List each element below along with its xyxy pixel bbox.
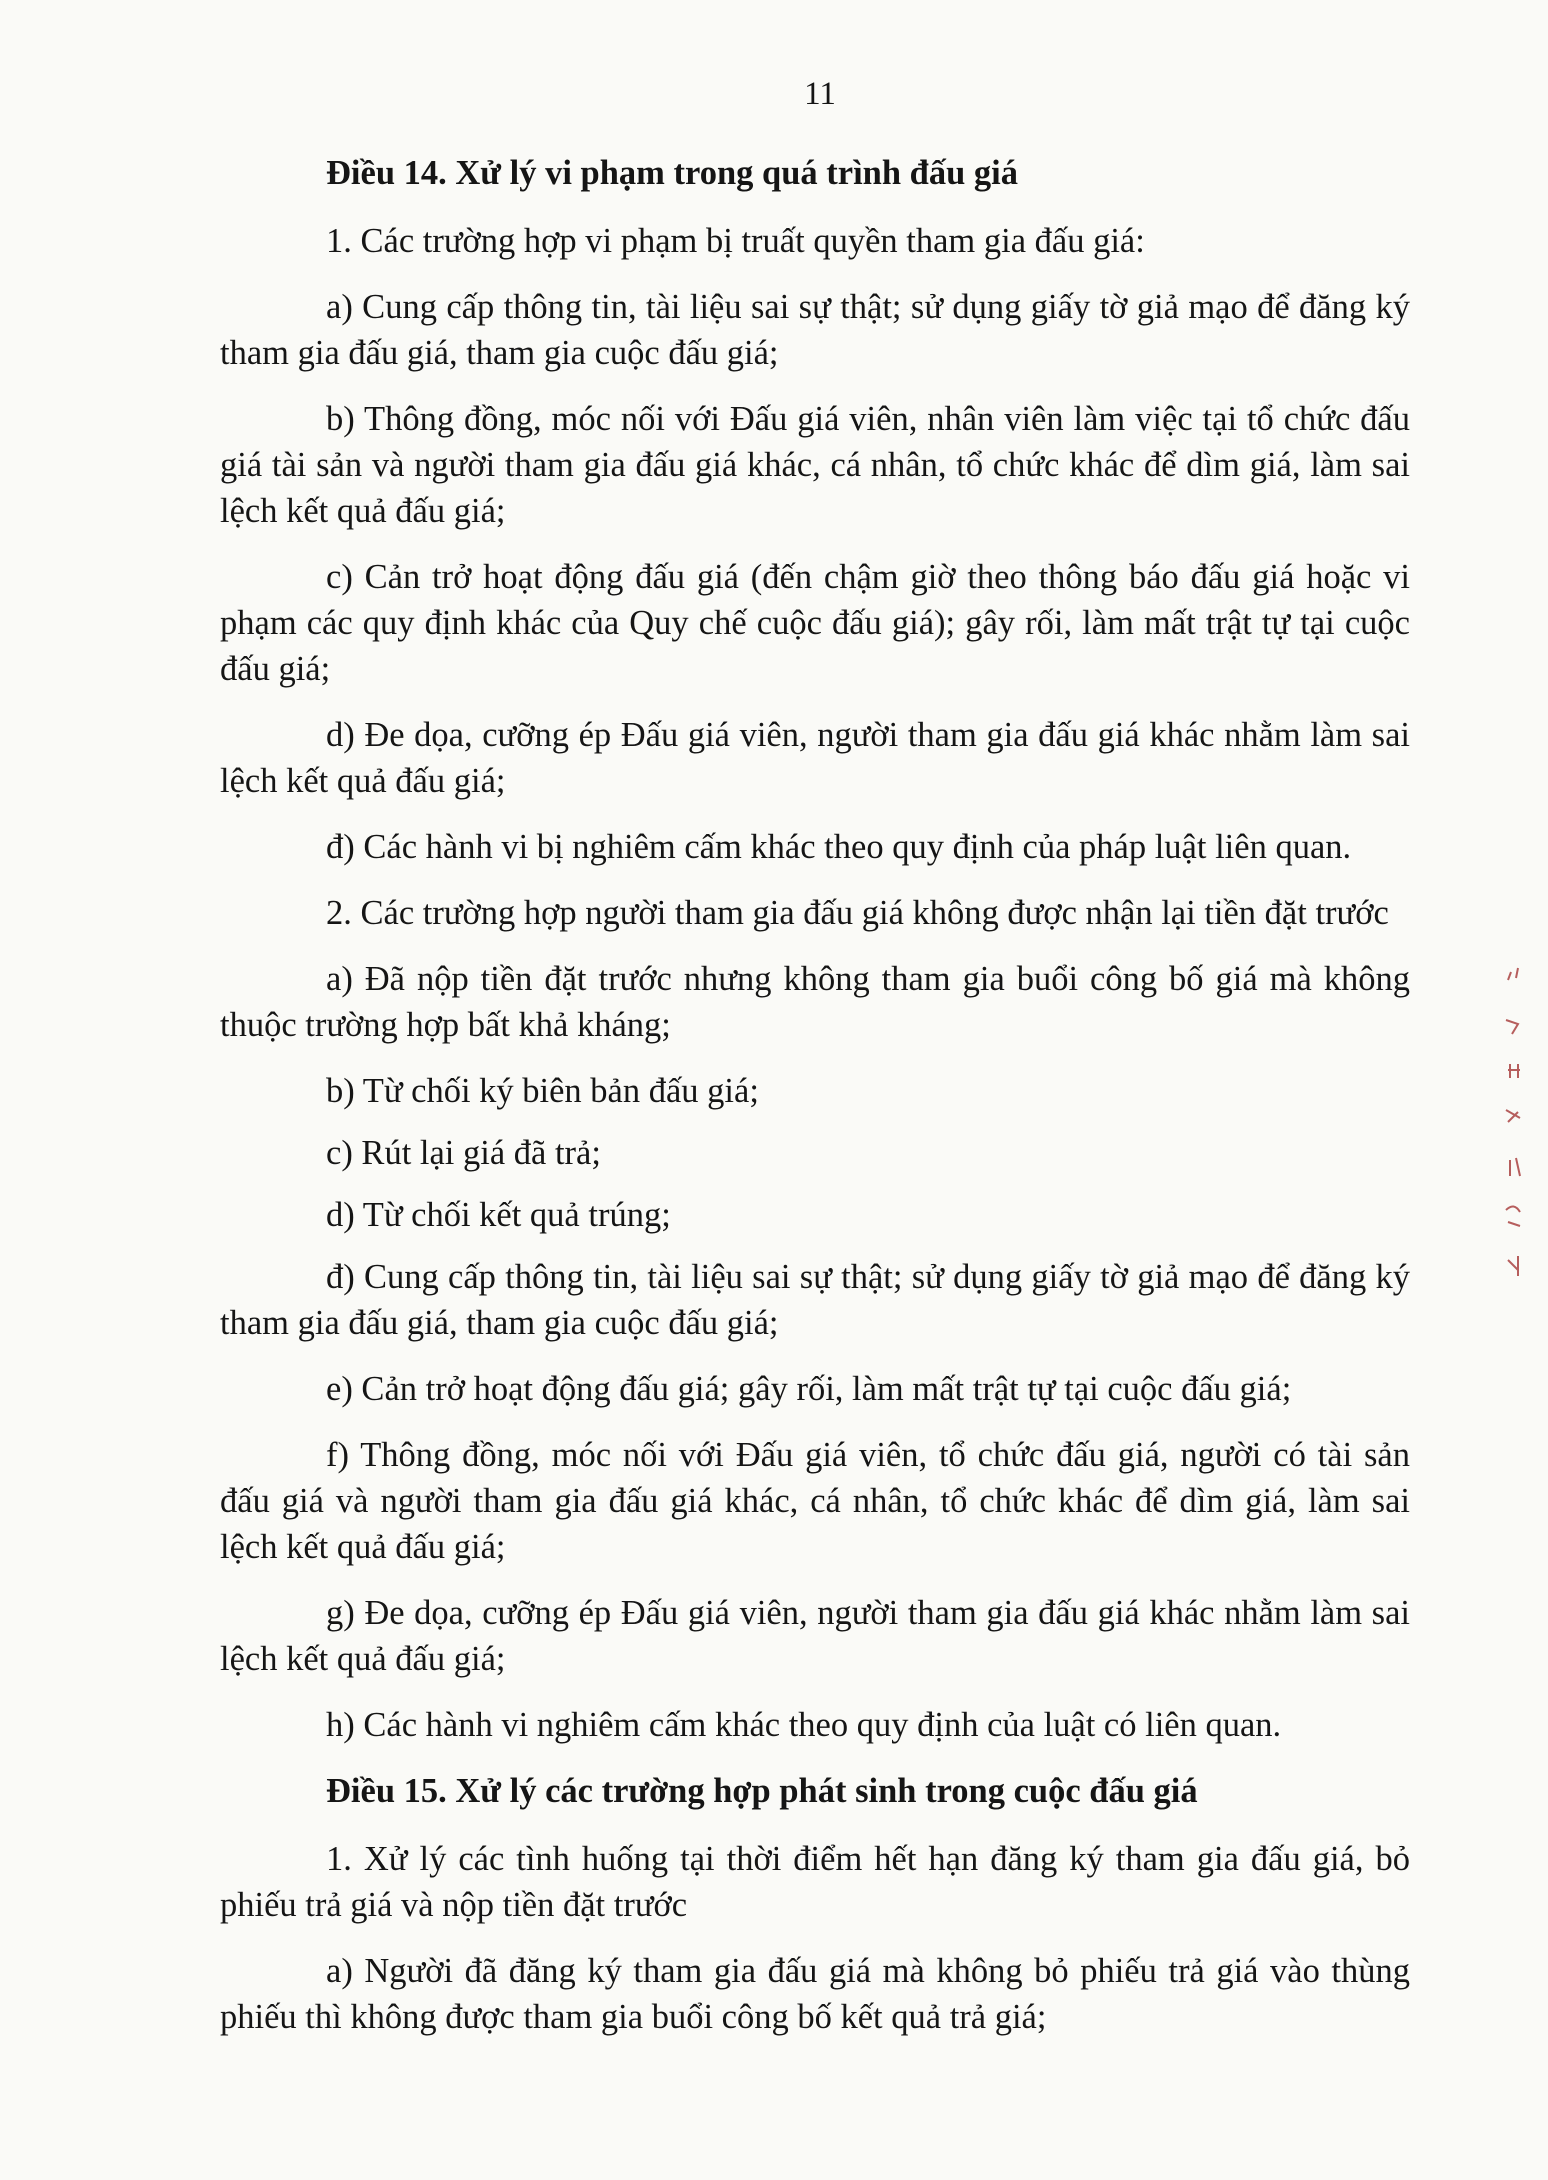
article-14-s2-item-e: e) Cản trở hoạt động đấu giá; gây rối, làm mất trật tự tại cuộc đấu giá;	[326, 1370, 1292, 1408]
stamp-edge-marks-icon	[1500, 960, 1530, 1300]
article-14-s2-item-d: d) Từ chối kết quả trúng;	[326, 1196, 671, 1234]
article-14-s2-item-a: a) Đã nộp tiền đặt trước nhưng không tham gia buổi công bố giá mà không thuộc trường hợp bất khả kháng;	[220, 960, 1410, 1044]
article-15-heading: Điều 15. Xử lý các trường hợp phát sinh trong cuộc đấu giá	[326, 1772, 1198, 1810]
article-14-heading: Điều 14. Xử lý vi phạm trong quá trình đấu giá	[326, 154, 1018, 192]
article-14-s2-item-dd: đ) Cung cấp thông tin, tài liệu sai sự thật; sử dụng giấy tờ giả mạo để đăng ký tham gia đấu giá, tham gia cuộc đấu giá;	[220, 1258, 1410, 1342]
article-15-section-1: 1. Xử lý các tình huống tại thời điểm hết hạn đăng ký tham gia đấu giá, bỏ phiếu trả giá và nộp tiền đặt trước	[220, 1840, 1410, 1924]
article-15-item-a: a) Người đã đăng ký tham gia đấu giá mà không bỏ phiếu trả giá vào thùng phiếu thì không được tham gia buổi công bố kết quả trả giá;	[220, 1952, 1410, 2036]
article-14-item-d: d) Đe dọa, cưỡng ép Đấu giá viên, người tham gia đấu giá khác nhằm làm sai lệch kết quả đấu giá;	[220, 716, 1410, 800]
article-14-s2-item-g: g) Đe dọa, cưỡng ép Đấu giá viên, người tham gia đấu giá khác nhằm làm sai lệch kết quả đấu giá;	[220, 1594, 1410, 1678]
article-14-section-1: 1. Các trường hợp vi phạm bị truất quyền tham gia đấu giá:	[326, 222, 1145, 260]
article-14-item-a: a) Cung cấp thông tin, tài liệu sai sự thật; sử dụng giấy tờ giả mạo để đăng ký tham gia đấu giá, tham gia cuộc đấu giá;	[220, 288, 1410, 372]
article-14-s2-item-f: f) Thông đồng, móc nối với Đấu giá viên, tổ chức đấu giá, người có tài sản đấu giá và người tham gia đấu giá khác, cá nhân, tổ chức khác để dìm giá, làm sai lệch kết quả đấu giá;	[220, 1436, 1410, 1566]
article-14-item-dd: đ) Các hành vi bị nghiêm cấm khác theo quy định của pháp luật liên quan.	[326, 828, 1352, 866]
page-number: 11	[804, 76, 836, 112]
page-body	[220, 150, 1410, 2060]
article-14-item-b: b) Thông đồng, móc nối với Đấu giá viên, nhân viên làm việc tại tổ chức đấu giá tài sản và người tham gia đấu giá khác, cá nhân, tổ chức khác để dìm giá, làm sai lệch kết quả đấu giá;	[220, 400, 1410, 530]
article-14-s2-item-b: b) Từ chối ký biên bản đấu giá;	[326, 1072, 759, 1110]
article-14-s2-item-h: h) Các hành vi nghiêm cấm khác theo quy định của luật có liên quan.	[326, 1706, 1282, 1744]
article-14-section-2: 2. Các trường hợp người tham gia đấu giá không được nhận lại tiền đặt trước	[326, 894, 1389, 932]
article-14-item-c: c) Cản trở hoạt động đấu giá (đến chậm giờ theo thông báo đấu giá hoặc vi phạm các quy định khác của Quy chế cuộc đấu giá); gây rối, làm mất trật tự tại cuộc đấu giá;	[220, 558, 1410, 688]
article-14-s2-item-c: c) Rút lại giá đã trả;	[326, 1134, 601, 1172]
